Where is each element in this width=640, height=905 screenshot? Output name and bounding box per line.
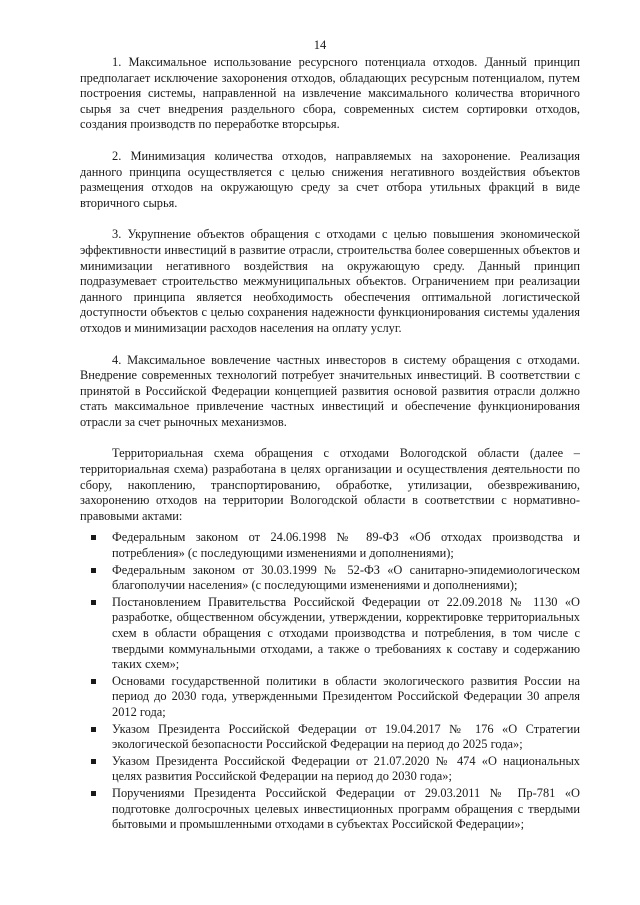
territorial-scheme-intro-paragraph: Территориальная схема обращения с отходами Вологодской области (далее – территориальная схема) разработана в целях организации и осуществления деятельности по сбору, накоплению, транспортированию, обработке, утилизации, обезвреживанию, захоронению отходов на территории Вологодской области в соответствии с нормативно-правовыми актами: [80,446,580,523]
principle-4-paragraph: 4. Максимальное вовлечение частных инвесторов в систему обращения с отходами. Внедрение современных технологий потребует значительных инвестиций. В соответствии с принятой в Российской Федерации концепцией развития основой развития отрасли должно стать максимальное привлечение частных инвестиций и обеспечение функционирования отрасли за счет рыночных механизмов. [80,352,580,429]
principle-3-paragraph: 3. Укрупнение объектов обращения с отходами с целью повышения экономической эффективности инвестиций в развитие отрасли, строительства более совершенных объектов и минимизации негативного воздействия на окружающую среду. Данный принцип подразумевает строительство межмуниципальных объектов. Ограничением при реализации данного принципа является необходимость обеспечения оптимальной логистической доступности объектов с целью сохранения надежности функционирования системы удаления отходов и минимизации расходов населения на оплату услуг. [80,227,580,335]
square-bullet-icon [91,679,96,684]
principle-1-paragraph: 1. Максимальное использование ресурсного потенциала отходов. Данный принцип предполагает исключение захоронения отходов, обладающих ресурсным потенциалом, путем построения системы, направленной на извлечение максимального количества вторичного сырья за счет внедрения раздельного сбора, современных систем сортировки отходов, создания производств по переработке вторсырья. [80,55,580,132]
list-item [80,563,580,594]
list-item [80,754,580,785]
list-item [80,786,580,833]
square-bullet-icon [91,727,96,732]
principle-2-paragraph: 2. Минимизация количества отходов, направляемых на захоронение. Реализация данного принципа осуществляется с целью снижения негативного воздействия объектов размещения отходов на окружающую среду за счет отбора утильных фракций в виде вторичного сырья. [80,148,580,210]
square-bullet-icon [91,791,96,796]
legal-act-text: Постановлением Правительства Российской Федерации от 22.09.2018 № 1130 «О разработке, общественном обсуждении, утверждении, корректировке территориальных схем в области обращения с отходами производства и потребления, в том числе с твердыми коммунальными отходами, а также о требованиях к составу и содержанию таких схем»; [112,594,580,672]
legal-act-text: Федеральным законом от 24.06.1998 № 89-ФЗ «Об отходах производства и потребления» (с последующими изменениями и дополнениями); [112,530,580,561]
legal-acts-list [80,530,580,832]
legal-act-text: Указом Президента Российской Федерации от 19.04.2017 № 176 «О Стратегии экологической безопасности Российской Федерации на период до 2025 года»; [112,721,580,752]
legal-act-text: Федеральным законом от 30.03.1999 № 52-ФЗ «О санитарно-эпидемиологическом благополучии населения» (с последующими изменениями и дополнениями); [112,562,580,593]
legal-act-text: Основами государственной политики в области экологического развития России на период до 2030 года, утвержденными Президентом Российской Федерации 30 апреля 2012 года; [112,673,580,719]
list-item [80,595,580,673]
page-content [80,55,580,834]
list-item [80,722,580,753]
list-item [80,674,580,721]
legal-act-text: Поручениями Президента Российской Федерации от 29.03.2011 № Пр-781 «О подготовке долгосрочных целевых инвестиционных программ обращения с твердыми бытовыми и промышленными отходами в субъектах Российской Федерации»; [112,785,580,832]
square-bullet-icon [91,568,96,573]
square-bullet-icon [91,600,96,605]
list-item [80,530,580,561]
square-bullet-icon [91,759,96,764]
page-number: 14 [313,38,327,52]
square-bullet-icon [91,535,96,540]
legal-act-text: Указом Президента Российской Федерации от 21.07.2020 № 474 «О национальных целях развития Российской Федерации на период до 2030 года»; [112,753,580,784]
